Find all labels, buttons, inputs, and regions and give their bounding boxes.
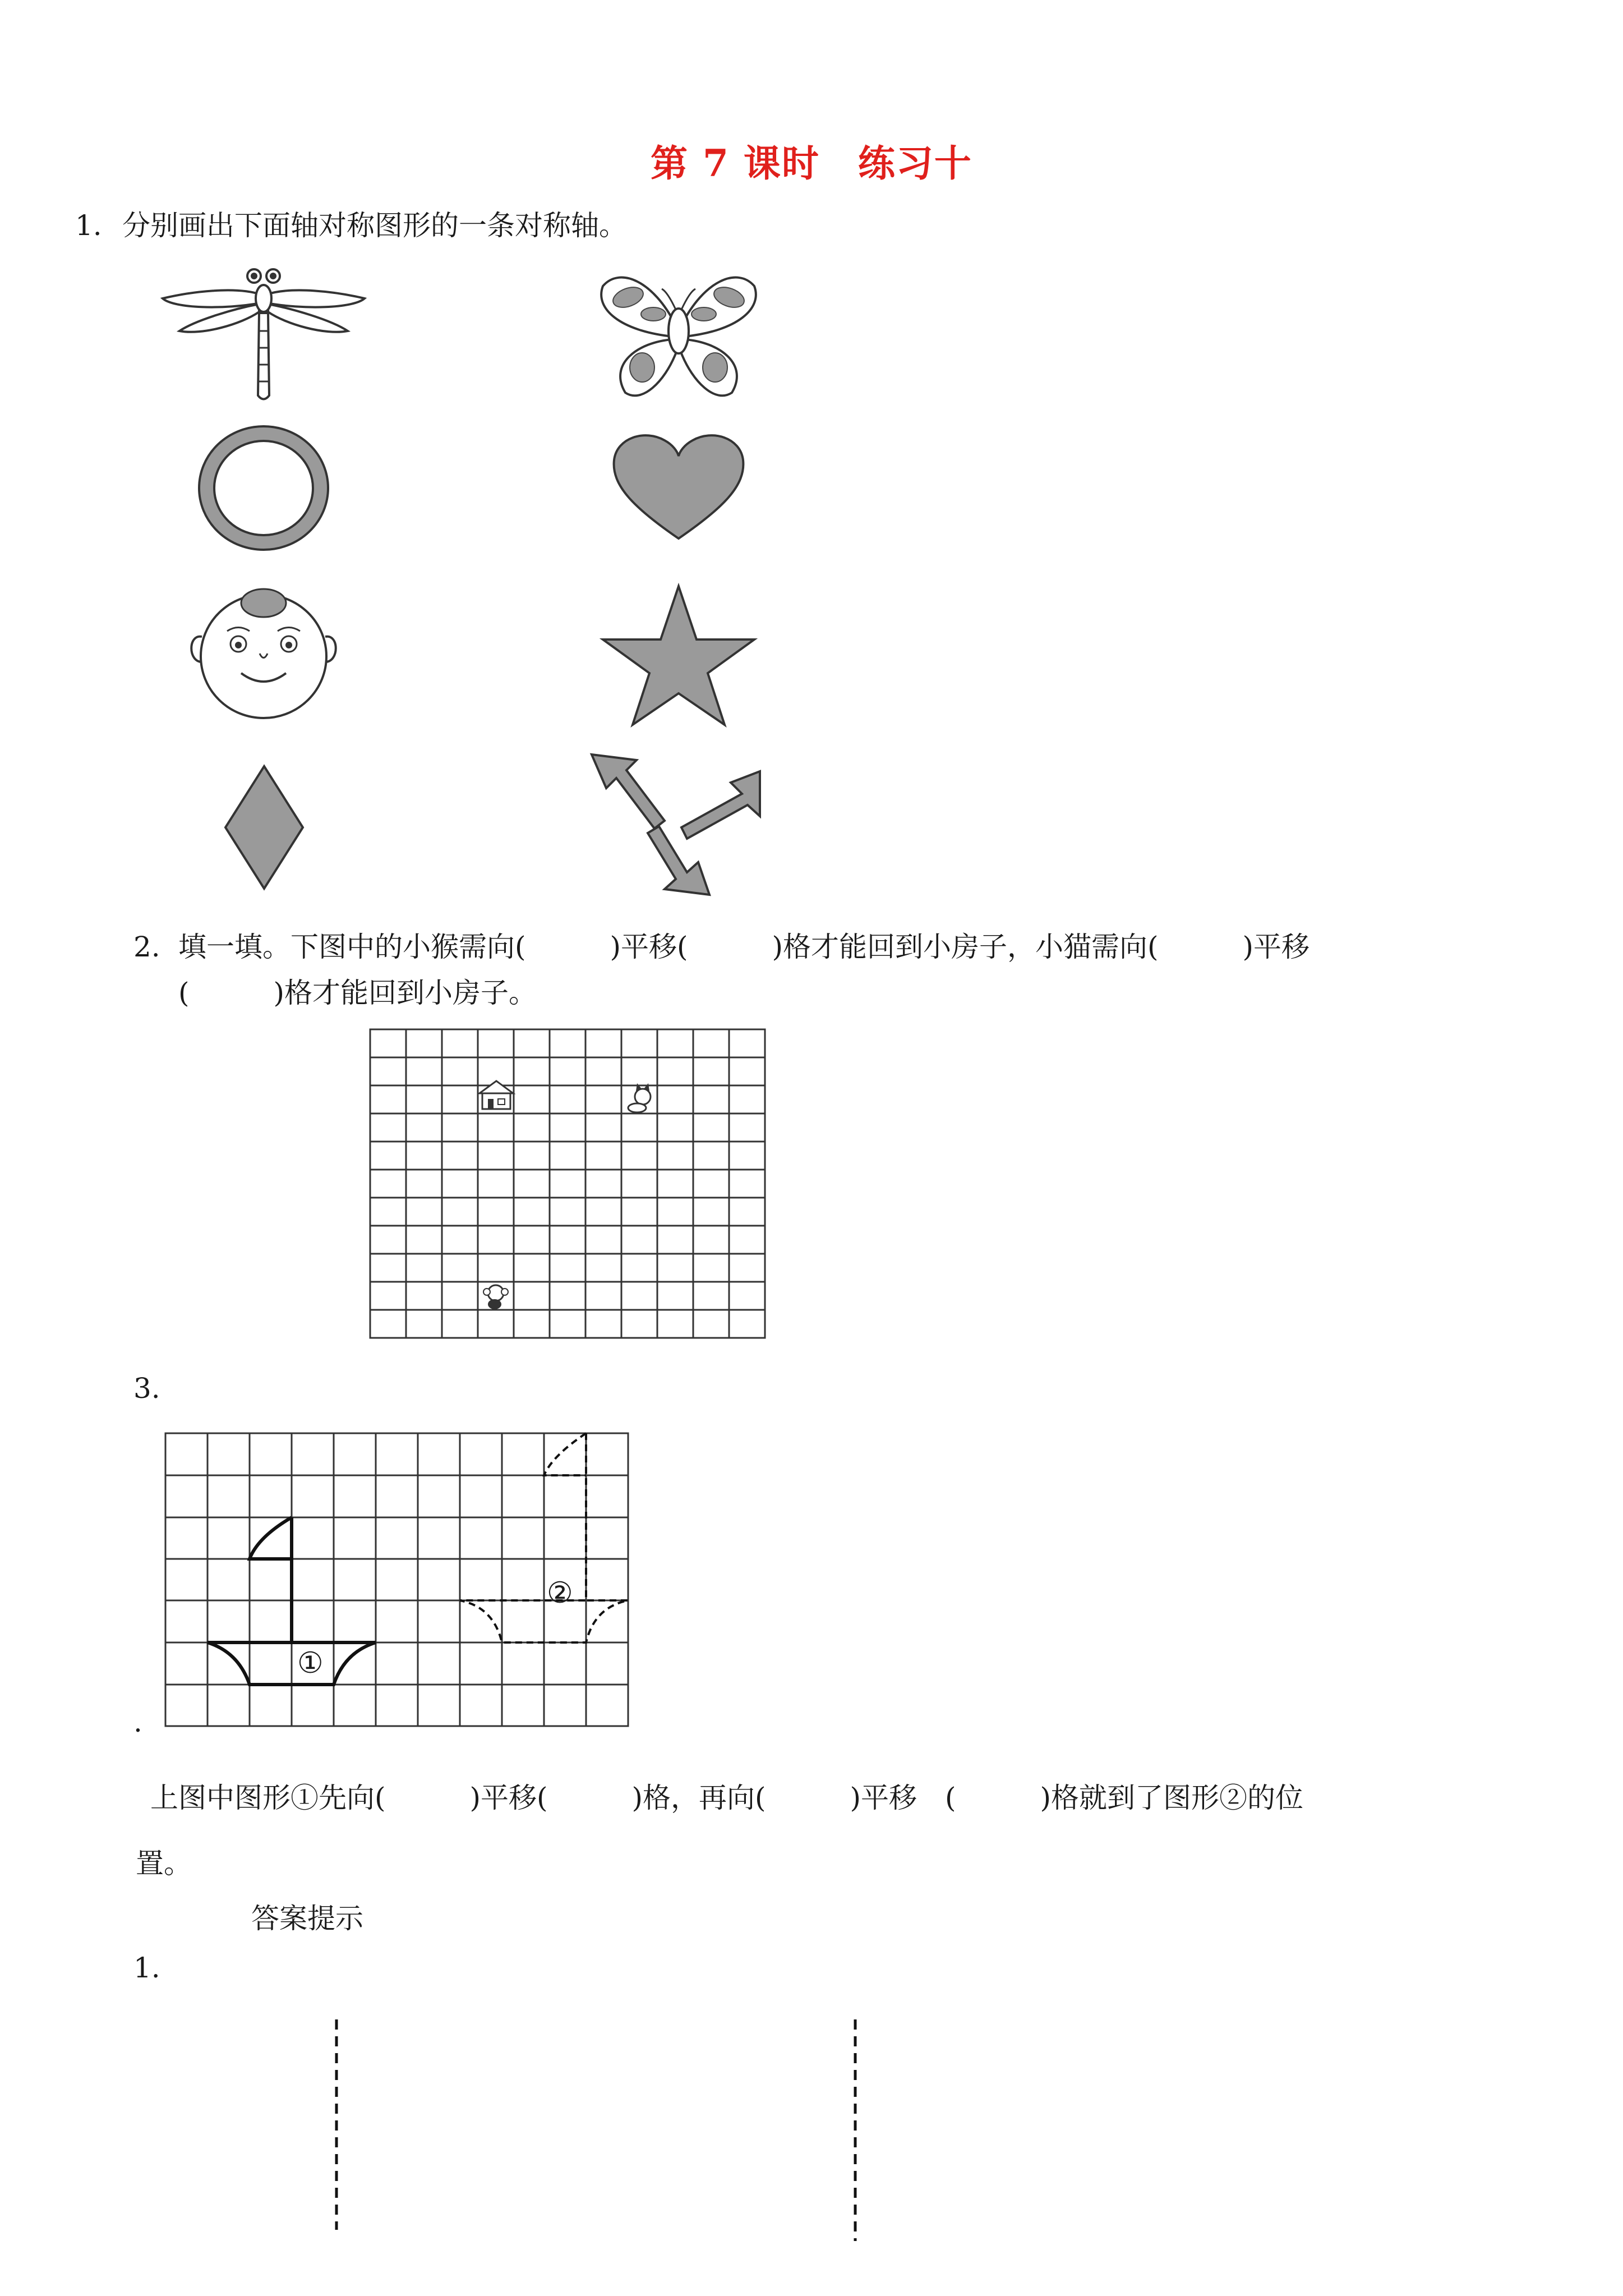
q3-line1: 上图中图形①先向( )平移( )格，再向( )平移 ( )格就到了图形②的位	[150, 1782, 1304, 1814]
answer-axis-line-left	[331, 2019, 342, 2233]
page-title: 第 7 课时 练习十	[651, 141, 972, 185]
q3-dot: .	[133, 1706, 142, 1738]
diamond-icon	[223, 764, 305, 891]
q3-number: 3.	[133, 1372, 160, 1405]
q1-text: 分别画出下面轴对称图形的一条对称轴。	[122, 209, 627, 242]
q1-number: 1.	[75, 209, 102, 242]
star-icon	[600, 583, 757, 726]
q3-line2: 置。	[136, 1847, 192, 1880]
answers-heading: 答案提示	[251, 1902, 363, 1935]
q2-number: 2.	[133, 931, 160, 963]
three-arrows-icon	[592, 754, 766, 900]
ring-icon	[196, 424, 331, 553]
answer-axis-line-right	[850, 2019, 861, 2244]
cat-icon	[628, 1083, 651, 1112]
monkey-icon	[483, 1285, 508, 1309]
smiley-face-icon	[185, 583, 342, 721]
heart-icon	[611, 429, 746, 541]
dragonfly-icon	[157, 264, 370, 404]
q2-line2: ( )格才能回到小房子。	[178, 977, 537, 1009]
answers-number: 1.	[133, 1952, 160, 1984]
shape-2-label: ②	[547, 1576, 573, 1610]
butterfly-icon	[597, 269, 760, 404]
shape-1-label: ①	[297, 1646, 324, 1680]
q2-line1: 填一填。下图中的小猴需向( )平移( )格才能回到小房子，小猫需向( )平移	[178, 931, 1310, 963]
q2-grid	[370, 1029, 768, 1343]
